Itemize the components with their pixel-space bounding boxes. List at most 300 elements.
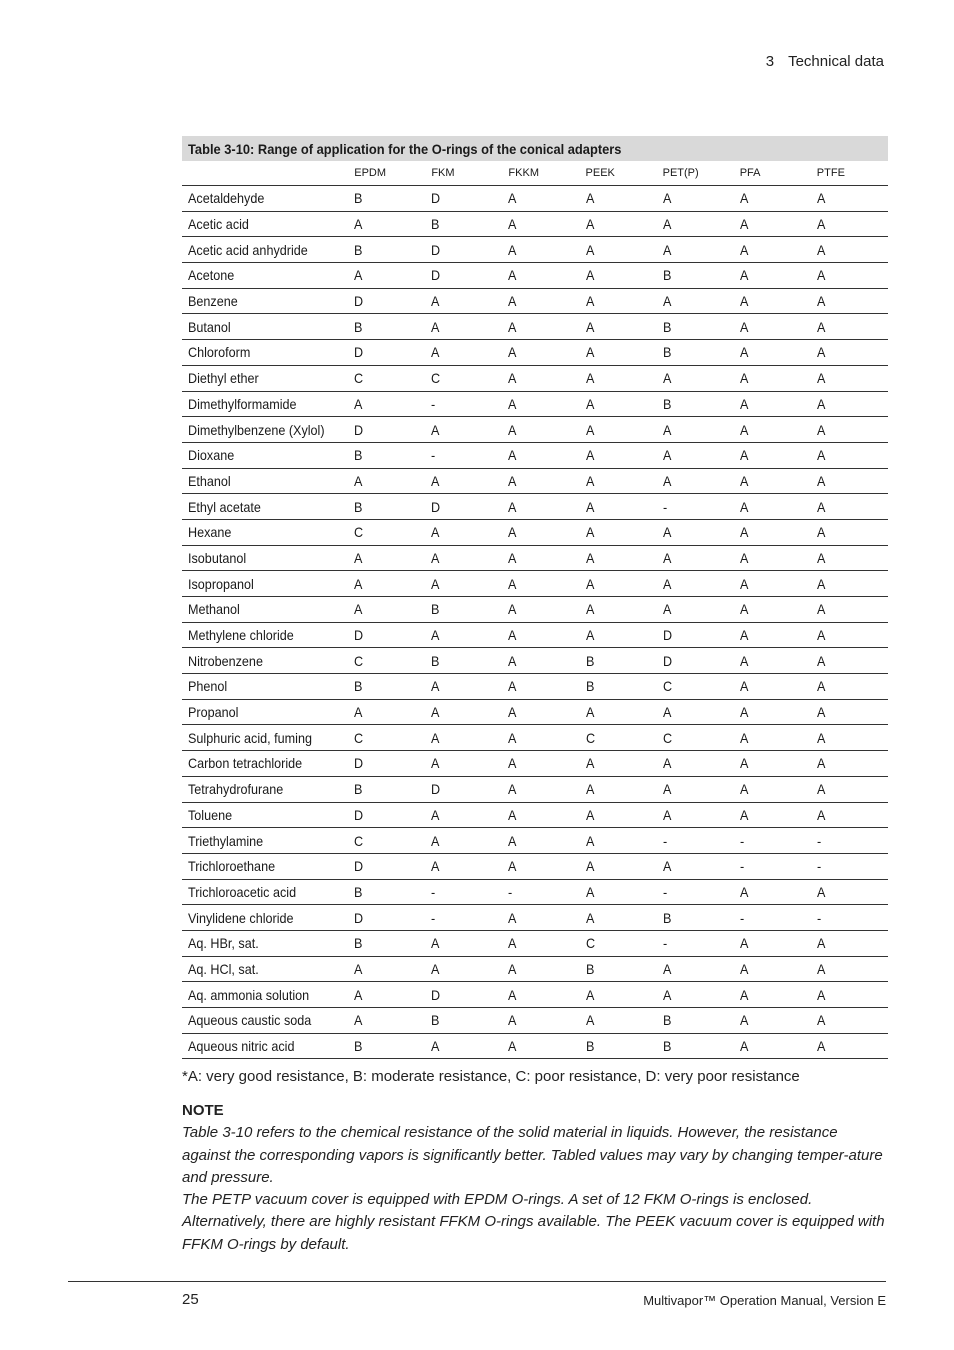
substance-name-cell bbox=[182, 956, 348, 982]
rating-cell bbox=[502, 211, 579, 237]
rating-value: A bbox=[739, 293, 749, 310]
rating-value: A bbox=[662, 216, 672, 233]
rating-value: A bbox=[739, 549, 749, 566]
substance-name: Aq. HBr, sat. bbox=[188, 935, 259, 952]
rating-value: D bbox=[354, 858, 364, 875]
rating-cell bbox=[425, 930, 502, 956]
substance-name-cell bbox=[182, 186, 348, 212]
substance-name: Aqueous nitric acid bbox=[188, 1038, 295, 1055]
rating-value: A bbox=[739, 216, 749, 233]
rating-value: A bbox=[739, 267, 749, 284]
rating-cell bbox=[811, 340, 888, 366]
substance-name: Aq. ammonia solution bbox=[188, 986, 310, 1003]
rating-value: D bbox=[354, 344, 364, 361]
rating-value: A bbox=[662, 806, 672, 823]
rating-cell bbox=[502, 674, 579, 700]
rating-value: A bbox=[816, 421, 826, 438]
rating-cell bbox=[657, 365, 734, 391]
rating-value: A bbox=[585, 1012, 594, 1029]
rating-cell bbox=[580, 237, 657, 263]
rating-value: A bbox=[739, 652, 749, 669]
rating-value: A bbox=[739, 190, 749, 207]
rating-cell bbox=[348, 391, 425, 417]
rating-value: A bbox=[662, 858, 672, 875]
rating-cell bbox=[811, 648, 888, 674]
rating-cell bbox=[502, 288, 579, 314]
rating-cell bbox=[425, 494, 502, 520]
rating-cell bbox=[425, 545, 502, 571]
rating-value: A bbox=[739, 935, 749, 952]
substance-name-cell bbox=[182, 468, 348, 494]
rating-cell bbox=[657, 442, 734, 468]
rating-cell bbox=[425, 751, 502, 777]
rating-value: A bbox=[816, 575, 826, 592]
rating-value: A bbox=[739, 1038, 749, 1055]
rating-value: A bbox=[508, 1012, 517, 1029]
rating-value: A bbox=[508, 498, 517, 515]
rating-cell bbox=[502, 982, 579, 1008]
rating-cell bbox=[348, 1008, 425, 1034]
rating-cell bbox=[734, 1033, 811, 1059]
rating-cell bbox=[811, 417, 888, 443]
rating-value: A bbox=[816, 267, 826, 284]
rating-cell bbox=[580, 674, 657, 700]
table-row bbox=[182, 340, 888, 366]
rating-value: A bbox=[739, 678, 749, 695]
rating-value: A bbox=[662, 293, 672, 310]
substance-name: Dimethylformamide bbox=[188, 395, 297, 412]
rating-cell bbox=[657, 237, 734, 263]
table-row bbox=[182, 417, 888, 443]
rating-value: A bbox=[662, 960, 672, 977]
rating-value: A bbox=[816, 627, 826, 644]
substance-name-cell bbox=[182, 597, 348, 623]
rating-value: B bbox=[662, 909, 672, 926]
rating-value: A bbox=[662, 447, 672, 464]
rating-value: A bbox=[354, 267, 363, 284]
rating-cell bbox=[580, 982, 657, 1008]
table-row bbox=[182, 930, 888, 956]
rating-cell bbox=[425, 417, 502, 443]
rating-cell bbox=[348, 211, 425, 237]
rating-value: A bbox=[739, 318, 749, 335]
substance-name-cell bbox=[182, 519, 348, 545]
rating-cell bbox=[811, 828, 888, 854]
rating-cell bbox=[811, 519, 888, 545]
rating-cell bbox=[348, 237, 425, 263]
rating-value: A bbox=[739, 755, 749, 772]
rating-cell bbox=[425, 442, 502, 468]
rating-cell bbox=[657, 417, 734, 443]
rating-cell bbox=[502, 186, 579, 212]
rating-cell bbox=[502, 930, 579, 956]
substance-name: Tetrahydrofurane bbox=[188, 781, 284, 798]
rating-cell bbox=[734, 519, 811, 545]
rating-cell bbox=[425, 674, 502, 700]
rating-cell bbox=[734, 982, 811, 1008]
rating-value: A bbox=[431, 755, 440, 772]
rating-value: A bbox=[508, 781, 517, 798]
rating-cell bbox=[657, 648, 734, 674]
rating-value: A bbox=[816, 601, 826, 618]
substance-name: Trichloroethane bbox=[188, 858, 276, 875]
rating-value: A bbox=[585, 986, 594, 1003]
rating-value: A bbox=[662, 781, 672, 798]
rating-cell bbox=[425, 237, 502, 263]
rating-value: A bbox=[816, 447, 826, 464]
table-row bbox=[182, 674, 888, 700]
rating-cell bbox=[734, 828, 811, 854]
table-row bbox=[182, 648, 888, 674]
table-row bbox=[182, 391, 888, 417]
rating-cell bbox=[348, 879, 425, 905]
rating-value: A bbox=[508, 627, 517, 644]
rating-cell bbox=[502, 1008, 579, 1034]
substance-name: Sulphuric acid, fuming bbox=[188, 729, 312, 746]
rating-value: A bbox=[354, 704, 363, 721]
rating-cell bbox=[425, 1033, 502, 1059]
rating-value: A bbox=[508, 447, 517, 464]
rating-cell bbox=[811, 725, 888, 751]
rating-cell bbox=[348, 417, 425, 443]
rating-cell bbox=[502, 340, 579, 366]
rating-value: A bbox=[816, 318, 826, 335]
rating-cell bbox=[734, 263, 811, 289]
rating-cell bbox=[657, 571, 734, 597]
rating-value: A bbox=[585, 832, 594, 849]
rating-cell bbox=[425, 776, 502, 802]
rating-value: A bbox=[508, 318, 517, 335]
rating-cell bbox=[811, 468, 888, 494]
rating-cell bbox=[502, 802, 579, 828]
table-row bbox=[182, 1008, 888, 1034]
rating-cell bbox=[657, 956, 734, 982]
table-row bbox=[182, 982, 888, 1008]
rating-value: B bbox=[354, 678, 363, 695]
rating-cell bbox=[425, 1008, 502, 1034]
rating-value: A bbox=[354, 395, 363, 412]
substance-name: Aq. HCl, sat. bbox=[188, 960, 259, 977]
rating-value: A bbox=[816, 395, 826, 412]
rating-cell bbox=[811, 545, 888, 571]
rating-cell bbox=[811, 699, 888, 725]
note-label: NOTE bbox=[182, 1102, 224, 1119]
rating-cell bbox=[348, 1033, 425, 1059]
rating-value: A bbox=[662, 575, 672, 592]
rating-value: A bbox=[508, 370, 517, 387]
table-caption: Table 3-10: Range of application for the O-rings of the conical adapters bbox=[182, 136, 888, 161]
rating-cell bbox=[580, 545, 657, 571]
rating-value: A bbox=[354, 1012, 363, 1029]
substance-name-cell bbox=[182, 982, 348, 1008]
substance-name: Vinylidene chloride bbox=[188, 909, 294, 926]
rating-cell bbox=[348, 956, 425, 982]
substance-name-cell bbox=[182, 1008, 348, 1034]
rating-value: - bbox=[431, 447, 436, 464]
rating-cell bbox=[348, 365, 425, 391]
rating-cell bbox=[580, 776, 657, 802]
rating-cell bbox=[348, 186, 425, 212]
rating-value: A bbox=[816, 935, 826, 952]
rating-value: A bbox=[508, 986, 517, 1003]
rating-value: C bbox=[585, 935, 595, 952]
rating-value: A bbox=[585, 370, 594, 387]
rating-value: A bbox=[585, 344, 594, 361]
rating-cell bbox=[425, 648, 502, 674]
rating-cell bbox=[580, 751, 657, 777]
rating-value: A bbox=[662, 755, 672, 772]
rating-cell bbox=[348, 982, 425, 1008]
rating-value: A bbox=[585, 627, 594, 644]
rating-cell bbox=[348, 622, 425, 648]
rating-value: A bbox=[508, 755, 517, 772]
column-header-ptfe: PTFE bbox=[811, 161, 888, 186]
rating-value: D bbox=[431, 241, 441, 258]
rating-value: A bbox=[354, 960, 363, 977]
rating-value: A bbox=[739, 627, 749, 644]
rating-value: B bbox=[585, 678, 594, 695]
rating-cell bbox=[811, 211, 888, 237]
table-row bbox=[182, 494, 888, 520]
rating-value: A bbox=[431, 704, 440, 721]
rating-value: A bbox=[816, 960, 826, 977]
rating-cell bbox=[502, 879, 579, 905]
rating-cell bbox=[580, 442, 657, 468]
rating-value: B bbox=[431, 601, 440, 618]
rating-value: D bbox=[354, 293, 364, 310]
substance-name-cell bbox=[182, 802, 348, 828]
rating-value: A bbox=[431, 472, 440, 489]
substance-name-cell bbox=[182, 237, 348, 263]
rating-value: A bbox=[585, 293, 594, 310]
rating-cell bbox=[657, 776, 734, 802]
table-row bbox=[182, 622, 888, 648]
rating-cell bbox=[502, 468, 579, 494]
rating-cell bbox=[580, 622, 657, 648]
rating-cell bbox=[425, 211, 502, 237]
rating-cell bbox=[425, 853, 502, 879]
rating-cell bbox=[502, 751, 579, 777]
rating-cell bbox=[348, 468, 425, 494]
rating-cell bbox=[657, 340, 734, 366]
rating-cell bbox=[811, 494, 888, 520]
rating-cell bbox=[348, 288, 425, 314]
rating-cell bbox=[425, 263, 502, 289]
rating-cell bbox=[811, 186, 888, 212]
rating-value: C bbox=[354, 652, 364, 669]
rating-cell bbox=[580, 468, 657, 494]
rating-value: A bbox=[816, 1038, 826, 1055]
table-row bbox=[182, 699, 888, 725]
rating-cell bbox=[657, 674, 734, 700]
rating-value: A bbox=[739, 704, 749, 721]
table-row bbox=[182, 288, 888, 314]
substance-name: Ethanol bbox=[188, 472, 231, 489]
rating-cell bbox=[502, 571, 579, 597]
rating-value: A bbox=[431, 549, 440, 566]
rating-cell bbox=[811, 905, 888, 931]
rating-cell bbox=[348, 263, 425, 289]
rating-cell bbox=[580, 699, 657, 725]
rating-cell bbox=[657, 853, 734, 879]
table-body bbox=[182, 186, 888, 1059]
rating-value: B bbox=[585, 960, 594, 977]
rating-value: B bbox=[431, 216, 440, 233]
rating-value: A bbox=[662, 421, 672, 438]
rating-value: A bbox=[585, 781, 594, 798]
chapter-title: Technical data bbox=[788, 53, 884, 70]
rating-value: A bbox=[816, 190, 826, 207]
rating-value: A bbox=[431, 832, 440, 849]
rating-value: A bbox=[508, 344, 517, 361]
rating-cell bbox=[425, 597, 502, 623]
rating-cell bbox=[502, 237, 579, 263]
rating-value: D bbox=[431, 986, 441, 1003]
rating-value: A bbox=[354, 601, 363, 618]
rating-value: D bbox=[431, 190, 441, 207]
rating-cell bbox=[580, 1008, 657, 1034]
rating-value: A bbox=[585, 216, 594, 233]
rating-cell bbox=[348, 314, 425, 340]
chapter-number: 3 bbox=[765, 53, 775, 70]
rating-value: A bbox=[508, 832, 517, 849]
rating-cell bbox=[425, 340, 502, 366]
rating-value: A bbox=[816, 729, 826, 746]
rating-value: B bbox=[354, 190, 363, 207]
rating-value: D bbox=[354, 806, 364, 823]
rating-value: C bbox=[431, 370, 441, 387]
table-row bbox=[182, 828, 888, 854]
rating-cell bbox=[425, 725, 502, 751]
rating-value: A bbox=[816, 781, 826, 798]
rating-value: A bbox=[354, 549, 363, 566]
substance-name: Propanol bbox=[188, 704, 239, 721]
rating-cell bbox=[657, 1033, 734, 1059]
substance-name: Dimethylbenzene (Xylol) bbox=[188, 421, 325, 438]
substance-name: Phenol bbox=[188, 678, 228, 695]
rating-value: A bbox=[739, 395, 749, 412]
rating-value: A bbox=[585, 498, 594, 515]
rating-value: A bbox=[508, 421, 517, 438]
rating-value: A bbox=[739, 806, 749, 823]
rating-value: A bbox=[508, 601, 517, 618]
rating-cell bbox=[502, 365, 579, 391]
rating-cell bbox=[580, 802, 657, 828]
rating-cell bbox=[811, 314, 888, 340]
rating-cell bbox=[657, 802, 734, 828]
rating-value: A bbox=[508, 575, 517, 592]
rating-value: C bbox=[354, 370, 364, 387]
rating-value: A bbox=[739, 472, 749, 489]
rating-cell bbox=[580, 340, 657, 366]
rating-value: A bbox=[816, 755, 826, 772]
table-row bbox=[182, 211, 888, 237]
rating-value: A bbox=[508, 1038, 517, 1055]
rating-value: A bbox=[508, 472, 517, 489]
rating-cell bbox=[734, 853, 811, 879]
rating-cell bbox=[348, 725, 425, 751]
rating-cell bbox=[348, 597, 425, 623]
rating-cell bbox=[580, 571, 657, 597]
substance-name-cell bbox=[182, 1033, 348, 1059]
rating-cell bbox=[811, 751, 888, 777]
rating-cell bbox=[425, 905, 502, 931]
rating-cell bbox=[580, 314, 657, 340]
rating-cell bbox=[502, 699, 579, 725]
rating-value: A bbox=[585, 421, 594, 438]
rating-value: B bbox=[662, 318, 672, 335]
rating-value: B bbox=[585, 652, 594, 669]
rating-value: A bbox=[739, 986, 749, 1003]
rating-cell bbox=[580, 391, 657, 417]
rating-value: A bbox=[662, 524, 672, 541]
rating-cell bbox=[580, 725, 657, 751]
rating-value: A bbox=[431, 729, 440, 746]
substance-name: Hexane bbox=[188, 524, 232, 541]
rating-value: A bbox=[354, 216, 363, 233]
rating-value: A bbox=[585, 909, 594, 926]
table-row bbox=[182, 365, 888, 391]
substance-name: Methylene chloride bbox=[188, 627, 294, 644]
rating-value: - bbox=[431, 883, 436, 900]
rating-cell bbox=[811, 391, 888, 417]
table-row bbox=[182, 802, 888, 828]
rating-cell bbox=[734, 391, 811, 417]
substance-name-cell bbox=[182, 442, 348, 468]
rating-value: A bbox=[508, 549, 517, 566]
table-row bbox=[182, 314, 888, 340]
rating-value: A bbox=[508, 524, 517, 541]
rating-value: D bbox=[354, 421, 364, 438]
rating-cell bbox=[734, 186, 811, 212]
column-header-epdm: EPDM bbox=[348, 161, 425, 186]
rating-cell bbox=[657, 186, 734, 212]
page-number: 25 bbox=[182, 1291, 199, 1308]
table-row bbox=[182, 725, 888, 751]
resistance-table bbox=[182, 161, 888, 1059]
rating-cell bbox=[348, 905, 425, 931]
rating-value: A bbox=[739, 960, 749, 977]
rating-cell bbox=[502, 905, 579, 931]
rating-cell bbox=[734, 365, 811, 391]
rating-value: A bbox=[816, 806, 826, 823]
rating-cell bbox=[348, 699, 425, 725]
rating-cell bbox=[734, 776, 811, 802]
rating-value: - bbox=[816, 858, 822, 875]
rating-cell bbox=[502, 391, 579, 417]
rating-value: A bbox=[431, 935, 440, 952]
table-row bbox=[182, 237, 888, 263]
rating-value: - bbox=[662, 832, 667, 849]
rating-cell bbox=[425, 802, 502, 828]
substance-name-cell bbox=[182, 674, 348, 700]
rating-cell bbox=[734, 237, 811, 263]
rating-cell bbox=[657, 519, 734, 545]
rating-value: A bbox=[816, 678, 826, 695]
rating-value: A bbox=[508, 216, 517, 233]
rating-cell bbox=[502, 776, 579, 802]
substance-name: Isopropanol bbox=[188, 575, 254, 592]
rating-cell bbox=[580, 879, 657, 905]
rating-cell bbox=[425, 956, 502, 982]
rating-value: D bbox=[354, 755, 364, 772]
rating-cell bbox=[657, 982, 734, 1008]
rating-value: A bbox=[508, 267, 517, 284]
rating-value: A bbox=[431, 421, 440, 438]
rating-value: A bbox=[816, 241, 826, 258]
substance-name-cell bbox=[182, 699, 348, 725]
rating-value: B bbox=[354, 447, 363, 464]
